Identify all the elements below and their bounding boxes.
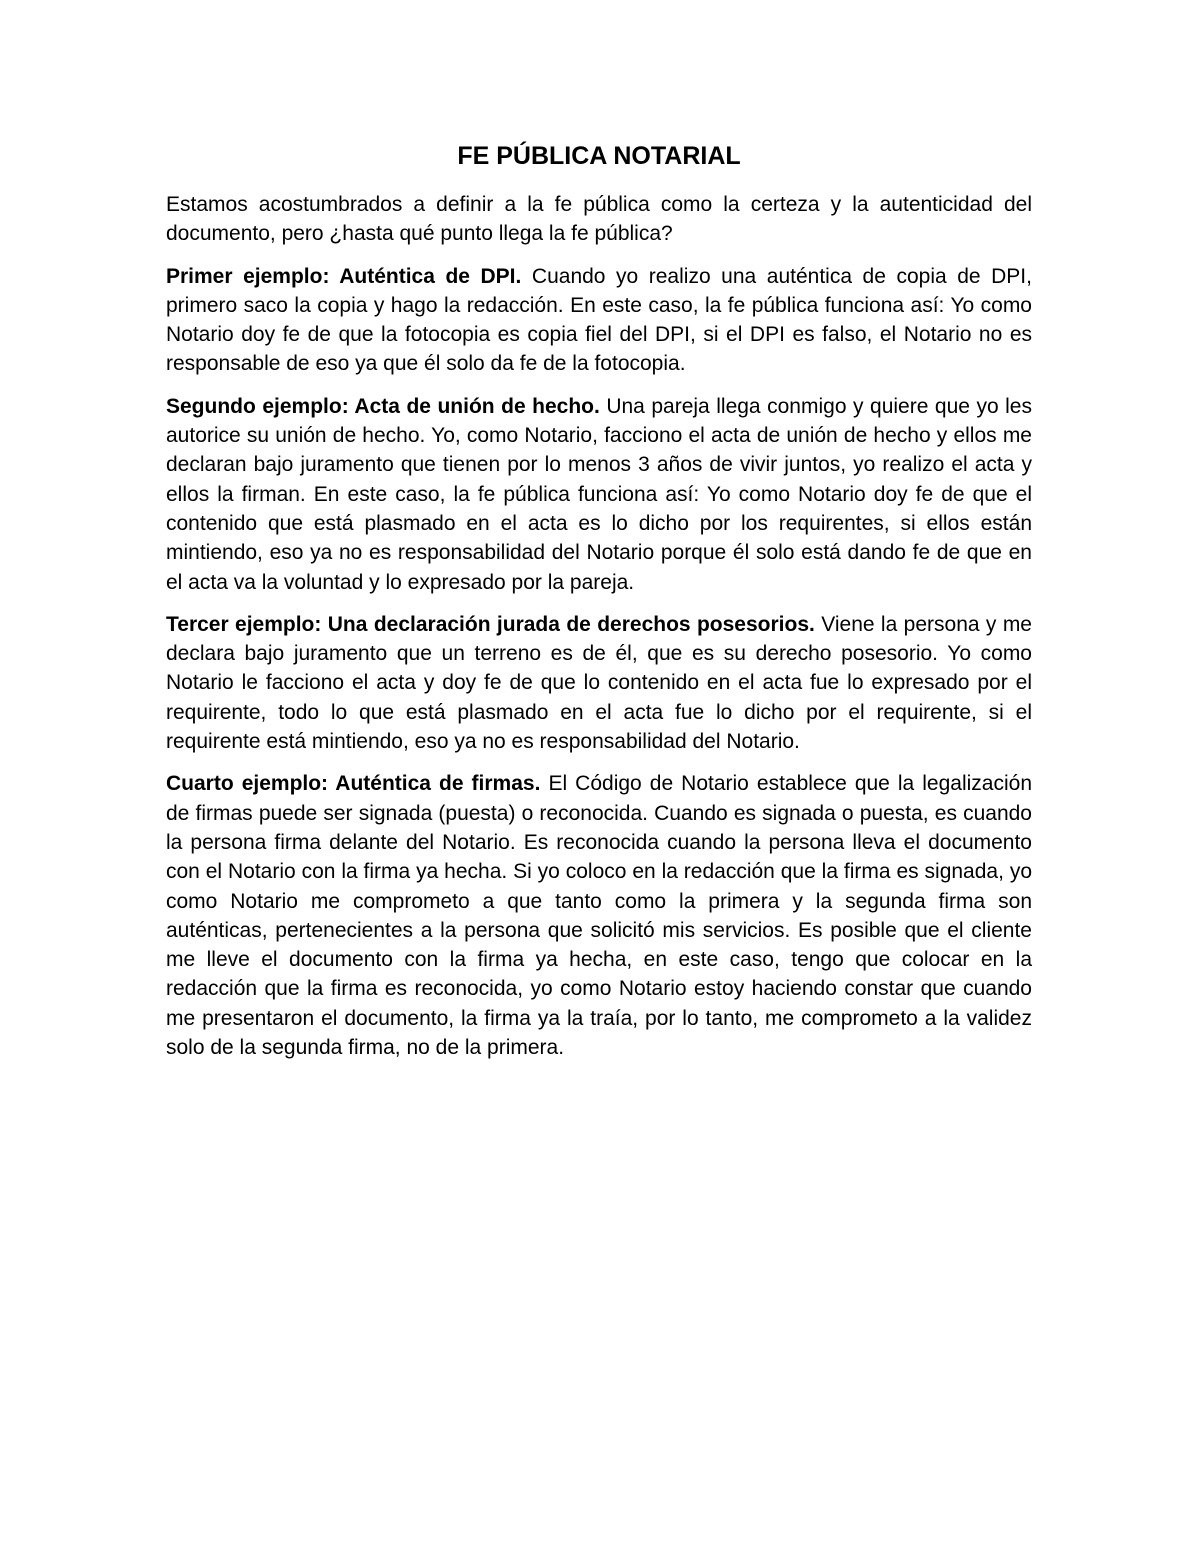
example-text: El Código de Notario establece que la legalización de firmas puede ser signada (puesta) o reconocida. Cuando es signada o puesta, es cuando la persona firma delante del Notario. Es reconocida cuando la persona lleva el documento con el Notario con la firma ya hecha. Si yo coloco en la redacción que la firma es signada, yo como Notario me comprometo a que tanto como la primera y la segunda firma son auténticas, pertenecientes a la persona que solicitó mis servicios. Es posible que el cliente me lleve el documento con la firma ya hecha, en este caso, tengo que colocar en la redacción que la firma es reconocida, yo como Notario estoy haciendo constar que cuando me presentaron el documento, la firma ya la traía, por lo tanto, me comprometo a la validez solo de la segunda firma, no de la primera. bbox=[166, 772, 1033, 1060]
example-text: Viene la persona y me declara bajo juramento que un terreno es de él, que es su derecho posesorio. Yo como Notario le facciono el acta y doy fe de que lo contenido en el acta fue lo expresado por el requirente, todo lo que está plasmado en el acta fue lo dicho por el requirente, si el requirente está mintiendo, eso ya no es responsabilidad del Notario. bbox=[166, 612, 1032, 754]
document-page bbox=[166, 140, 1032, 1075]
example-text: Una pareja llega conmigo y quiere que yo les autorice su unión de hecho. Yo, como Notario, facciono el acta de unión de hecho y ellos me declaran bajo juramento que tienen por lo menos 3 años de vivir juntos, yo realizo el acta y ellos la firman. En este caso, la fe pública funciona así: Yo como Notario doy fe de que el contenido que está plasmado en el acta es lo dicho por los requirentes, si ellos están mintiendo, eso ya no es responsabilidad del Notario porque él solo está dando fe de que en el acta va la voluntad y lo expresado por la pareja. bbox=[166, 394, 1032, 594]
example-heading: Tercer ejemplo: Una declaración jurada de derechos posesorios. bbox=[166, 612, 815, 636]
example-heading: Segundo ejemplo: Acta de unión de hecho. bbox=[166, 394, 600, 418]
example-paragraph-4 bbox=[166, 769, 1032, 1062]
example-text: Cuando yo realizo una auténtica de copia de DPI, primero saco la copia y hago la redacción. En este caso, la fe pública funciona así: Yo como Notario doy fe de que la fotocopia es copia fiel del DPI, si el DPI es falso, el Notario no es responsable de eso ya que él solo da fe de la fotocopia. bbox=[166, 264, 1032, 376]
example-heading: Cuarto ejemplo: Auténtica de firmas. bbox=[166, 772, 541, 796]
example-paragraph-2 bbox=[166, 392, 1032, 597]
example-heading: Primer ejemplo: Auténtica de DPI. bbox=[166, 264, 522, 288]
example-paragraph-1 bbox=[166, 262, 1032, 379]
example-paragraph-3 bbox=[166, 610, 1032, 756]
document-title: FE PÚBLICA NOTARIAL bbox=[457, 142, 741, 170]
intro-paragraph: Estamos acostumbrados a definir a la fe pública como la certeza y la autenticidad del documento, pero ¿hasta qué punto llega la fe pública? bbox=[166, 193, 1032, 246]
